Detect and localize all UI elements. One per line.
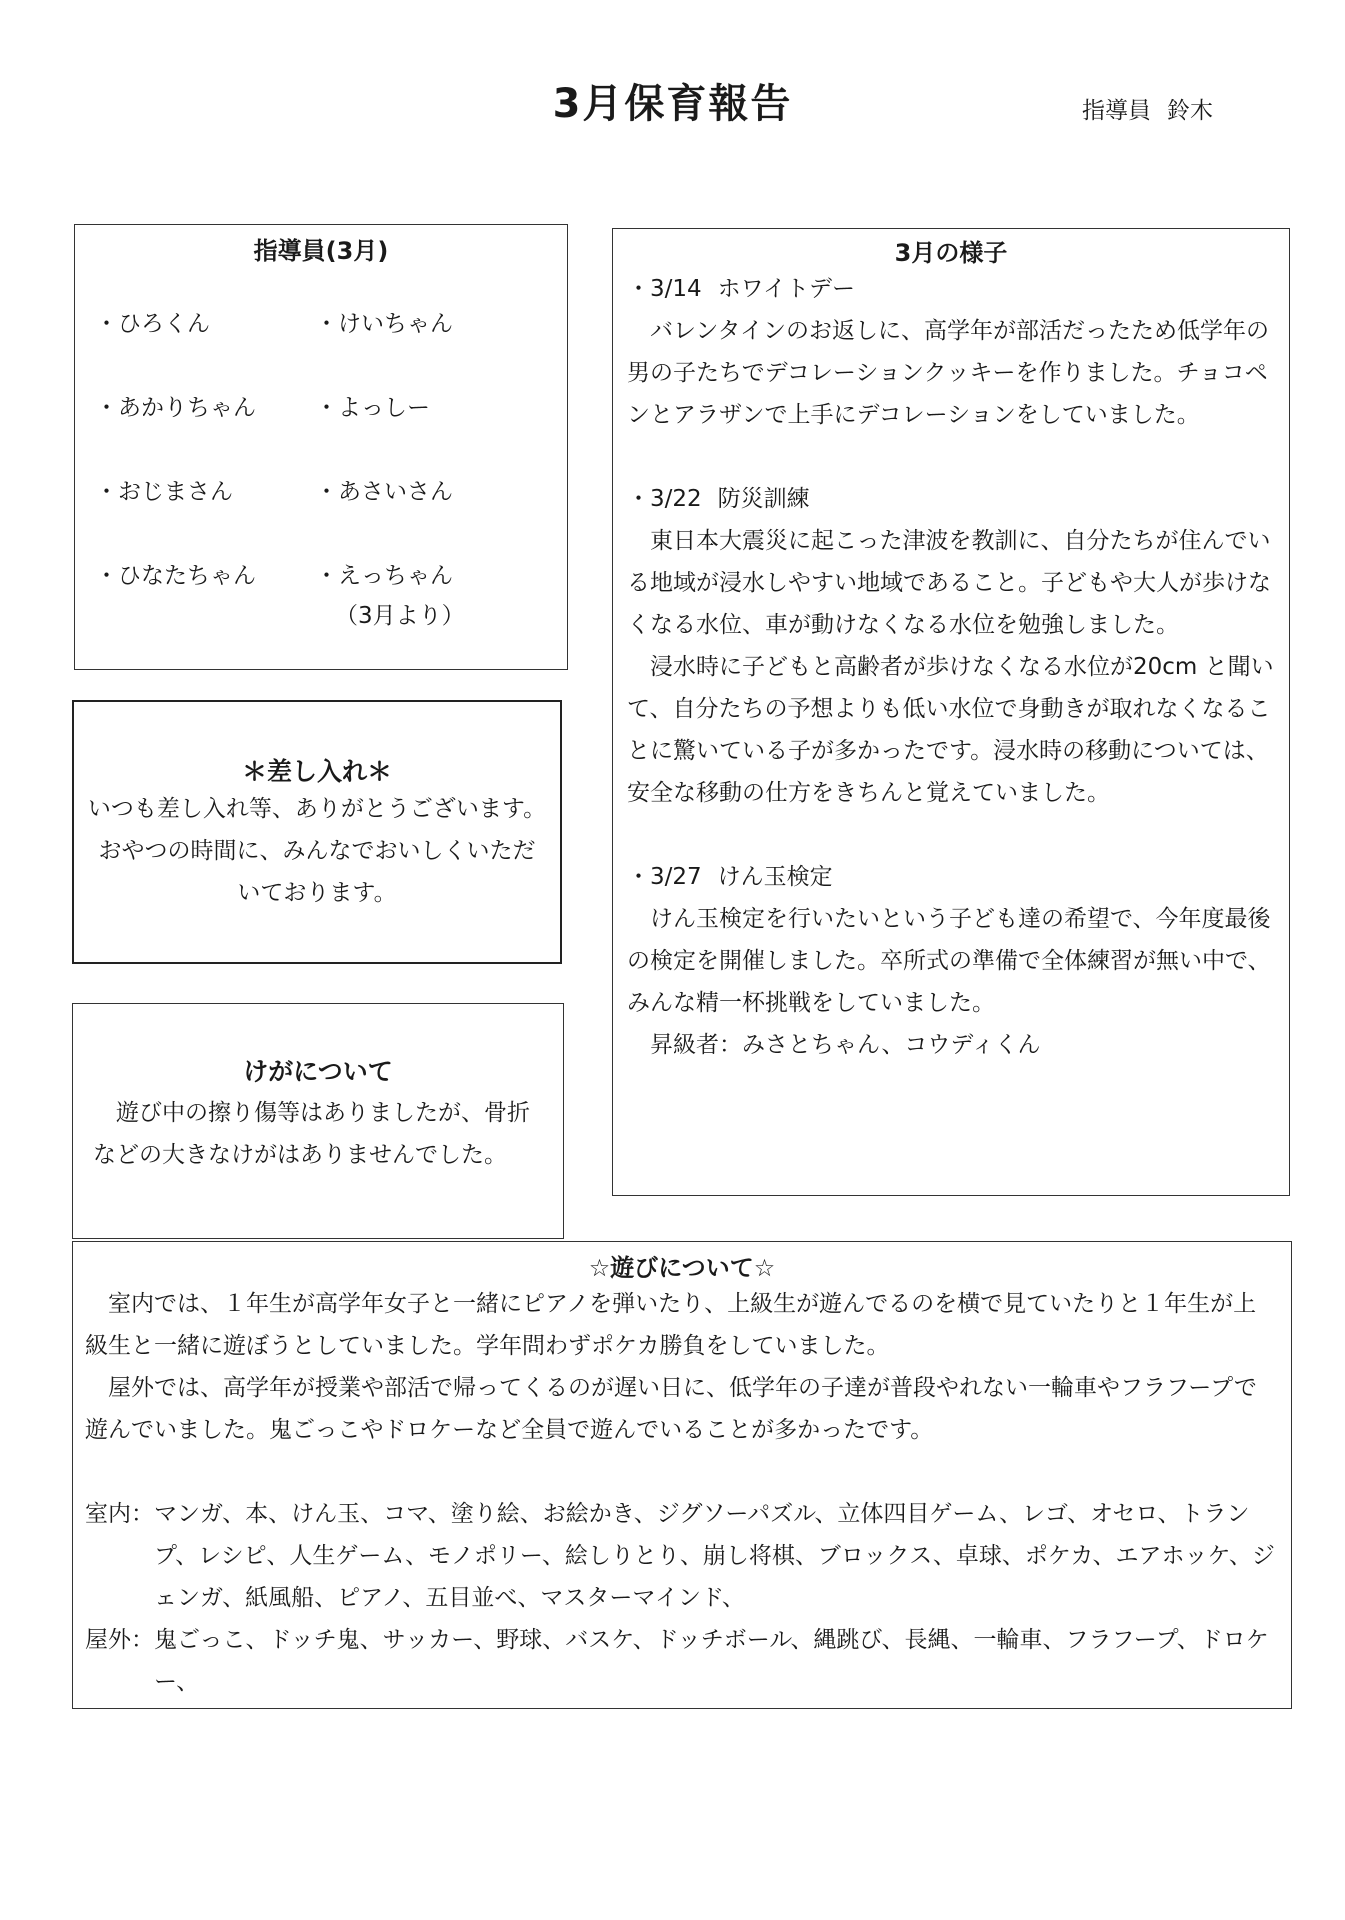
gifts-heading: ＊差し入れ＊ — [241, 757, 392, 786]
play-heading: ☆遊びについて☆ — [588, 1254, 776, 1282]
play-box — [72, 1241, 1292, 1709]
event-paragraph: けん玉検定を行いたいという子ども達の希望で、今年度最後の検定を開催しました。卒所式の準備で全体練習が無い中で、みんな精一杯挑戦をしていました。 — [627, 906, 1271, 1016]
event-body — [627, 310, 1279, 436]
gifts-line: おやつの時間に、みんなでおいしくいただ — [98, 838, 536, 864]
injury-box — [72, 1003, 564, 1239]
gifts-line: いております。 — [237, 880, 397, 906]
staff-heading: 指導員(3月) — [253, 237, 389, 265]
march-events — [613, 268, 1289, 1066]
march-box — [612, 228, 1290, 1196]
staff-member: ・よっしー — [315, 395, 430, 421]
gifts-line: いつも差し入れ等、ありがとうございます。 — [87, 796, 547, 822]
march-heading: 3月の様子 — [894, 239, 1008, 267]
event-date: ・3/27 — [627, 864, 702, 890]
event-paragraph: バレンタインのお返しに、高学年が部活だったため低学年の男の子たちでデコレーションクッキーを作りました。チョコペンとアラザンで上手にデコレーションをしていました。 — [627, 318, 1270, 428]
event-name: けん玉検定 — [717, 864, 833, 890]
author-name: 鈴木 — [1167, 98, 1213, 124]
event-date: ・3/14 — [627, 276, 702, 302]
staff-member: ・けいちゃん — [315, 311, 453, 337]
indoor-items: マンガ、本、けん玉、コマ、塗り絵、お絵かき、ジグソーパズル、立体四目ゲーム、レゴ、オセロ、トランプ、レシピ、人生ゲーム、モノポリー、絵しりとり、崩し将棋、ブロックス、卓球、ポケカ、エアホッケ、ジェンガ、紙風船、ピアノ、五目並べ、マスターマインド、 — [154, 1501, 1275, 1611]
outdoor-row — [85, 1619, 1279, 1703]
event-disaster-drill — [627, 478, 1279, 814]
event-white-day — [627, 268, 1279, 436]
event-name: ホワイトデー — [717, 276, 855, 302]
event-paragraph: 東日本大震災に起こった津波を教訓に、自分たちが住んでいる地域が浸水しやすい地域であること。子どもや大人が歩けなくなる水位、車が動けなくなる水位を勉強しました。 — [627, 528, 1271, 638]
injury-body: 遊び中の擦り傷等はありましたが、骨折などの大きなけがはありませんでした。 — [93, 1100, 530, 1168]
outdoor-label: 屋外： — [85, 1627, 154, 1653]
indoor-row — [85, 1493, 1279, 1619]
event-body — [627, 520, 1279, 814]
play-paragraph: 室内では、１年生が高学年女子と一緒にピアノを弾いたり、上級生が遊んでるのを横で見ていたりと１年生が上級生と一緒に遊ぼうとしていました。学年問わずポケカ勝負をしていました。 — [85, 1291, 1257, 1359]
play-list — [85, 1493, 1279, 1703]
staff-member: ・あかりちゃん — [95, 395, 256, 421]
staff-member: ・あさいさん — [315, 479, 453, 505]
event-body — [627, 898, 1279, 1066]
event-paragraph: 昇級者：みさとちゃん、コウディくん — [650, 1032, 1041, 1058]
author-line — [1082, 92, 1213, 125]
staff-box — [74, 224, 568, 670]
outdoor-items: 鬼ごっこ、ドッチ鬼、サッカー、野球、バスケ、ドッチボール、縄跳び、長縄、一輪車、フラフープ、ドロケー、 — [154, 1627, 1269, 1695]
event-paragraph: 浸水時に子どもと高齢者が歩けなくなる水位が20cm と聞いて、自分たちの予想よりも低い水位で身動きが取れなくなることに驚いている子が多かったです。浸水時の移動については、安全な移動の仕方をきちんと覚えていました。 — [627, 654, 1274, 806]
page-title: 3月保育報告 — [552, 81, 793, 127]
gifts-box — [72, 700, 562, 964]
event-title — [627, 478, 1279, 520]
event-name: 防災訓練 — [717, 486, 810, 512]
event-title — [627, 856, 1279, 898]
event-title — [627, 268, 1279, 310]
author-role: 指導員 — [1082, 98, 1151, 124]
staff-member: ・えっちゃん — [315, 563, 453, 589]
play-paragraph: 屋外では、高学年が授業や部活で帰ってくるのが遅い日に、低学年の子達が普段やれない一輪車やフラフープで遊んでいました。鬼ごっこやドロケーなど全員で遊んでいることが多かったです。 — [85, 1375, 1257, 1443]
play-content — [73, 1283, 1291, 1703]
event-date: ・3/22 — [627, 486, 702, 512]
gifts-message — [74, 788, 560, 914]
staff-member: ・ひろくん — [95, 311, 210, 337]
event-kendama — [627, 856, 1279, 1066]
staff-note: （3月より） — [335, 603, 465, 629]
staff-member: ・ひなたちゃん — [95, 563, 256, 589]
staff-member: ・おじまさん — [95, 479, 233, 505]
indoor-label: 室内： — [85, 1501, 154, 1527]
injury-heading: けがについて — [243, 1057, 393, 1086]
